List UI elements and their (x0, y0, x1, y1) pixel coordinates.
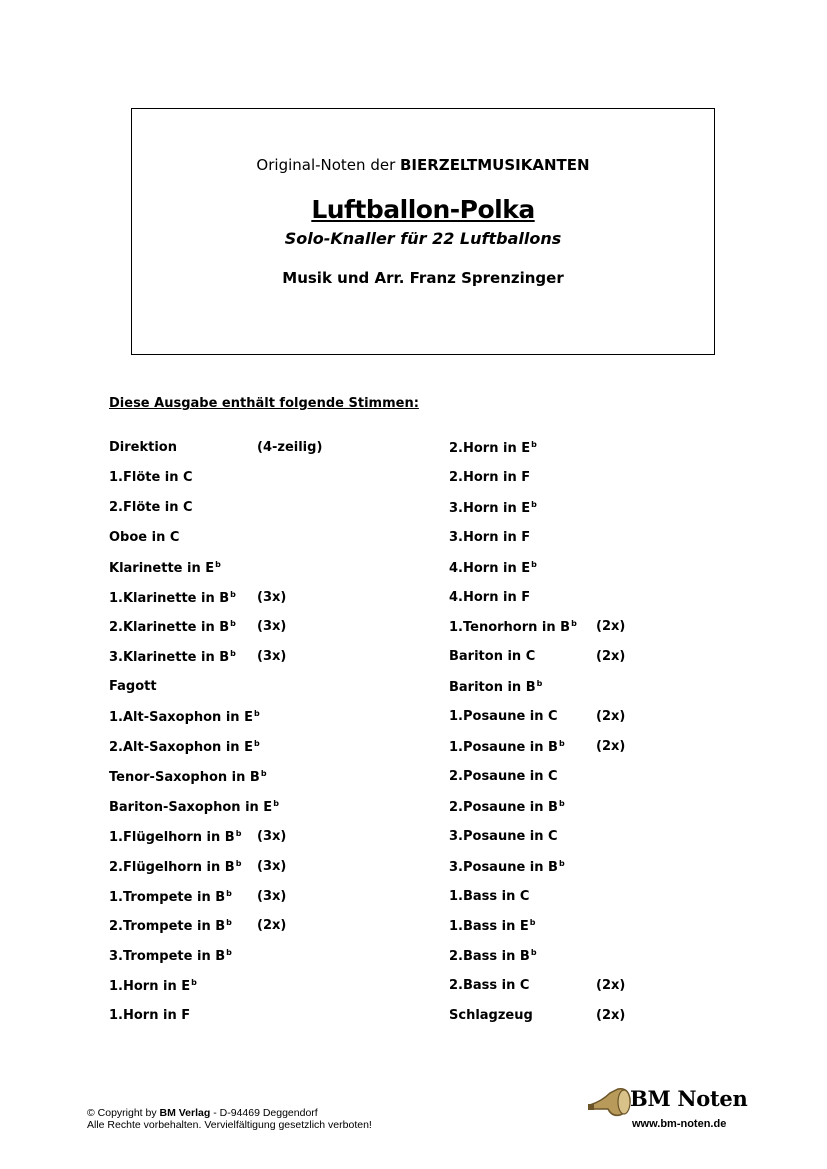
flat-sign: b (531, 560, 537, 569)
part-label: 1.Bass in C (449, 889, 530, 904)
part-name (449, 1008, 533, 1023)
part-label: 2.Bass in B (449, 949, 530, 964)
part-label: 2.Alt-Saxophon in E (109, 740, 253, 755)
part-name (109, 470, 193, 485)
part-label: Fagott (109, 679, 157, 694)
part-count: (3x) (257, 859, 287, 874)
part-label: Bariton-Saxophon in E (109, 800, 273, 815)
part-label: Klarinette in E (109, 561, 215, 576)
part-name (109, 590, 236, 606)
website-url[interactable]: www.bm-noten.de (632, 1118, 727, 1130)
flat-sign: b (531, 500, 537, 509)
part-label: 1.Horn in E (109, 979, 191, 994)
part-name (109, 918, 232, 934)
part-count: (2x) (596, 619, 626, 634)
part-label: 2.Flügelhorn in B (109, 860, 235, 875)
flat-sign: b (529, 918, 536, 927)
part-name (109, 560, 221, 576)
part-label: 1.Tenorhorn in B (449, 620, 571, 635)
part-name (449, 679, 542, 695)
flat-sign: b (536, 679, 543, 688)
part-name (109, 948, 232, 964)
part-label: 3.Posaune in B (449, 860, 558, 875)
part-name (109, 739, 260, 755)
piece-subtitle: Solo-Knaller für 22 Luftballons (284, 229, 562, 248)
parts-heading: Diese Ausgabe enthält folgende Stimmen: (109, 396, 419, 411)
part-name (449, 500, 537, 516)
part-label: Oboe in C (109, 530, 180, 545)
part-count: (3x) (257, 829, 287, 844)
flat-sign: b (226, 918, 232, 927)
flat-sign: b (260, 769, 267, 778)
part-name (109, 649, 236, 665)
part-count: (4-zeilig) (257, 440, 323, 455)
flat-sign: b (558, 859, 565, 868)
part-name (109, 440, 177, 455)
flat-sign: b (571, 619, 577, 628)
part-name (109, 679, 157, 694)
copyright-prefix: © Copyright by (87, 1107, 160, 1119)
part-name (449, 709, 558, 724)
part-name (109, 709, 260, 725)
title-box (131, 108, 715, 355)
part-name (109, 1008, 190, 1023)
part-count: (2x) (596, 1008, 626, 1023)
logo-text: BM Noten (630, 1086, 748, 1111)
part-label: 2.Bass in C (449, 978, 530, 993)
part-label: 2.Posaune in B (449, 800, 558, 815)
part-label: Bariton in B (449, 680, 536, 695)
flat-sign: b (191, 978, 197, 987)
flat-sign: b (530, 948, 537, 957)
part-name (109, 799, 279, 815)
flat-sign: b (558, 739, 565, 748)
part-count: (3x) (257, 619, 287, 634)
part-name (449, 769, 558, 784)
part-label: 2.Posaune in C (449, 769, 558, 784)
flat-sign: b (235, 829, 242, 838)
part-name (449, 739, 565, 755)
publisher-name: BM Verlag (159, 1107, 211, 1119)
part-name (449, 889, 529, 904)
part-name (449, 590, 530, 605)
part-name (109, 859, 241, 875)
part-name (109, 530, 179, 545)
part-label: Direktion (109, 440, 177, 455)
part-name (449, 918, 536, 934)
composer-line: Musik und Arr. Franz Sprenzinger (282, 269, 564, 287)
part-label: 3.Horn in E (449, 501, 531, 516)
part-count: (3x) (257, 590, 287, 605)
bm-noten-logo (588, 1085, 748, 1135)
flat-sign: b (253, 739, 260, 748)
part-label: 2.Horn in F (449, 470, 531, 485)
part-name (449, 649, 535, 664)
flat-sign: b (230, 590, 236, 599)
flat-sign: b (230, 649, 236, 658)
part-label: 3.Trompete in B (109, 949, 226, 964)
part-name (109, 978, 197, 994)
part-name (109, 889, 232, 905)
part-label: 2.Horn in E (449, 441, 531, 456)
part-label: 1.Posaune in B (449, 740, 558, 755)
flat-sign: b (558, 799, 565, 808)
part-count: (2x) (596, 649, 626, 664)
part-name (109, 769, 267, 785)
part-label: Schlagzeug (449, 1008, 533, 1023)
part-label: 3.Horn in F (449, 530, 531, 545)
flat-sign: b (226, 948, 232, 957)
part-label: 1.Posaune in C (449, 709, 558, 724)
part-label: 2.Flöte in C (109, 500, 193, 515)
part-name (109, 619, 236, 635)
part-count: (3x) (257, 649, 287, 664)
part-count: (2x) (596, 709, 626, 724)
flat-sign: b (235, 859, 242, 868)
part-label: 3.Posaune in C (449, 829, 558, 844)
part-label: 1.Horn in F (109, 1008, 191, 1023)
copyright-notice (87, 1107, 372, 1131)
edition-line (132, 156, 714, 174)
part-count: (2x) (257, 918, 287, 933)
flat-sign: b (226, 889, 232, 898)
part-name (449, 530, 530, 545)
part-name (449, 859, 565, 875)
part-label: 2.Trompete in B (109, 919, 226, 934)
part-name (449, 978, 529, 993)
flat-sign: b (531, 440, 537, 449)
part-count: (3x) (257, 889, 287, 904)
part-name (449, 470, 530, 485)
part-name (449, 440, 537, 456)
flat-sign: b (230, 619, 236, 628)
rights-notice: Alle Rechte vorbehalten. Vervielfältigung gesetzlich verboten! (87, 1119, 372, 1131)
part-label: 1.Alt-Saxophon in E (109, 710, 253, 725)
part-label: 2.Klarinette in B (109, 620, 230, 635)
part-name (449, 829, 558, 844)
part-label: Tenor-Saxophon in B (109, 770, 260, 785)
part-label: 4.Horn in E (449, 561, 531, 576)
part-label: 1.Bass in E (449, 919, 529, 934)
publisher-address: - D-94469 Deggendorf (210, 1107, 318, 1119)
band-name: BIERZELTMUSIKANTEN (400, 156, 590, 174)
part-label: 3.Klarinette in B (109, 650, 230, 665)
part-name (449, 560, 537, 576)
part-label: Bariton in C (449, 649, 536, 664)
part-count: (2x) (596, 978, 626, 993)
part-name (449, 948, 537, 964)
flat-sign: b (215, 560, 221, 569)
part-label: 1.Klarinette in B (109, 591, 230, 606)
edition-prefix: Original-Noten der (256, 156, 400, 174)
piece-title: Luftballon-Polka (311, 195, 535, 224)
part-name (449, 619, 577, 635)
part-name (109, 829, 241, 845)
flat-sign: b (273, 799, 279, 808)
flat-sign: b (253, 709, 260, 718)
part-label: 4.Horn in F (449, 590, 531, 605)
part-name (109, 500, 193, 515)
part-name (449, 799, 565, 815)
part-label: 1.Trompete in B (109, 890, 226, 905)
part-label: 1.Flöte in C (109, 470, 193, 485)
horn-icon (588, 1085, 634, 1119)
part-label: 1.Flügelhorn in B (109, 830, 235, 845)
part-count: (2x) (596, 739, 626, 754)
